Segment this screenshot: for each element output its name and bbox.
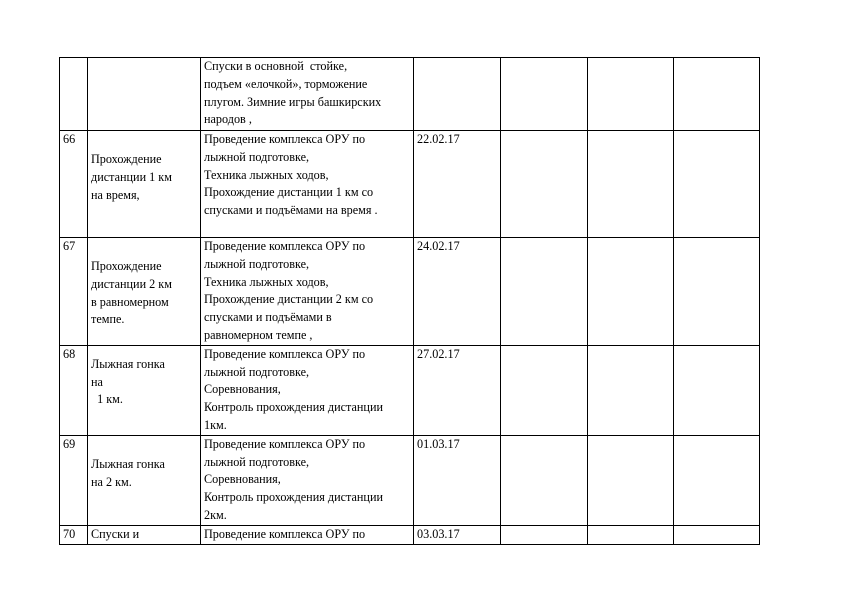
- empty-cell: [674, 131, 760, 238]
- lesson-number-cell: [60, 525, 88, 544]
- lesson-content-cell: [201, 345, 414, 435]
- empty-cell: [501, 58, 588, 131]
- lesson-content-line: лыжной подготовке,: [204, 256, 310, 271]
- empty-cell: [501, 525, 588, 544]
- lesson-content-line: спусками и подъёмами на время .: [204, 203, 378, 218]
- lesson-content-line: равномерном темпе ,: [204, 327, 313, 342]
- empty-cell: [674, 435, 760, 525]
- lesson-date: 03.03.17: [417, 526, 460, 541]
- lesson-number-cell: [60, 238, 88, 346]
- lesson-topic-line: темпе.: [91, 312, 125, 327]
- lesson-topic-line: Прохождение: [91, 259, 162, 273]
- lesson-number-cell: [60, 58, 88, 131]
- lesson-topic-cell: [88, 525, 201, 544]
- empty-cell: [674, 525, 760, 544]
- lesson-number-cell: [60, 345, 88, 435]
- lesson-number: 69: [63, 436, 76, 451]
- lesson-number: 68: [63, 346, 76, 361]
- lesson-date-cell: [414, 238, 501, 346]
- lesson-content-cell: [201, 238, 414, 346]
- lesson-number: 70: [63, 526, 76, 541]
- lesson-content-cell: [201, 435, 414, 525]
- lesson-content-line: народов ,: [204, 112, 252, 127]
- lesson-content-line: Проведение комплекса ОРУ по: [204, 346, 366, 361]
- lesson-date-cell: [414, 58, 501, 131]
- lesson-plan-table: [59, 57, 760, 545]
- lesson-topic-cell: [88, 58, 201, 131]
- empty-cell: [588, 435, 674, 525]
- lesson-topic-line: в равномерном: [91, 294, 169, 309]
- lesson-topic-line: дистанции 2 км: [91, 276, 172, 291]
- lesson-content-line: Соревнования,: [204, 382, 281, 397]
- lesson-content-line: Проведение комплекса ОРУ по: [204, 526, 366, 541]
- empty-cell: [501, 435, 588, 525]
- lesson-topic-line: дистанции 1 км: [91, 169, 172, 184]
- lesson-content-line: Техника лыжных ходов,: [204, 274, 329, 289]
- table-row: [60, 345, 760, 435]
- empty-cell: [588, 238, 674, 346]
- lesson-content-line: подъем «елочкой», торможение: [204, 76, 368, 91]
- lesson-date: 01.03.17: [417, 436, 460, 451]
- lesson-date-cell: [414, 435, 501, 525]
- lesson-content-line: спусками и подъёмами в: [204, 310, 332, 325]
- lesson-content-line: Техника лыжных ходов,: [204, 167, 329, 182]
- lesson-number: 67: [63, 239, 76, 253]
- lesson-date-cell: [414, 345, 501, 435]
- lesson-content-line: лыжной подготовке,: [204, 149, 310, 164]
- lesson-content-line: Контроль прохождения дистанции: [204, 400, 383, 415]
- lesson-topic-cell: [88, 131, 201, 238]
- empty-cell: [588, 525, 674, 544]
- table-row: [60, 525, 760, 544]
- empty-cell: [674, 238, 760, 346]
- lesson-content-cell: [201, 58, 414, 131]
- lesson-content-line: лыжной подготовке,: [204, 364, 310, 379]
- lesson-topic-line: на 2 км.: [91, 474, 132, 489]
- lesson-number-cell: [60, 131, 88, 238]
- lesson-content-line: Прохождение дистанции 2 км со: [204, 292, 374, 307]
- lesson-content-cell: [201, 131, 414, 238]
- lesson-topic-cell: [88, 345, 201, 435]
- lesson-date-cell: [414, 131, 501, 238]
- empty-cell: [588, 345, 674, 435]
- lesson-date: 27.02.17: [417, 346, 460, 361]
- lesson-content-line: Прохождение дистанции 1 км со: [204, 185, 374, 200]
- lesson-content-line: плугом. Зимние игры башкирских: [204, 94, 382, 109]
- empty-cell: [588, 131, 674, 238]
- empty-cell: [588, 58, 674, 131]
- lesson-content-line: 1км.: [204, 417, 227, 432]
- empty-cell: [501, 131, 588, 238]
- lesson-content-line: Проведение комплекса ОРУ по: [204, 239, 366, 253]
- lesson-date-cell: [414, 525, 501, 544]
- lesson-topic-line: на: [91, 374, 103, 389]
- table-row: [60, 238, 760, 346]
- lesson-content-line: 2км.: [204, 507, 227, 522]
- lesson-topic-line: Лыжная гонка: [91, 356, 165, 371]
- lesson-content-line: Спуски в основной стойке,: [204, 59, 348, 73]
- lesson-number-cell: [60, 435, 88, 525]
- empty-cell: [674, 58, 760, 131]
- lesson-topic-cell: [88, 435, 201, 525]
- lesson-content-line: Проведение комплекса ОРУ по: [204, 132, 366, 146]
- table-row: [60, 435, 760, 525]
- empty-cell: [674, 345, 760, 435]
- lesson-topic-line: 1 км.: [91, 392, 123, 407]
- lesson-date: 24.02.17: [417, 239, 460, 253]
- lesson-content-line: Соревнования,: [204, 472, 281, 487]
- lesson-topic-line: на время,: [91, 187, 140, 202]
- lesson-content-line: Контроль прохождения дистанции: [204, 490, 383, 505]
- lesson-number: 66: [63, 132, 76, 146]
- table-row: [60, 58, 760, 131]
- lesson-topic-line: Спуски и: [91, 526, 140, 541]
- lesson-date: 22.02.17: [417, 132, 460, 146]
- lesson-content-line: лыжной подготовке,: [204, 454, 310, 469]
- empty-cell: [501, 345, 588, 435]
- table-row: [60, 131, 760, 238]
- lesson-topic-line: Прохождение: [91, 152, 162, 166]
- lesson-topic-line: Лыжная гонка: [91, 456, 165, 471]
- lesson-content-cell: [201, 525, 414, 544]
- empty-cell: [501, 238, 588, 346]
- lesson-topic-cell: [88, 238, 201, 346]
- lesson-content-line: Проведение комплекса ОРУ по: [204, 436, 366, 451]
